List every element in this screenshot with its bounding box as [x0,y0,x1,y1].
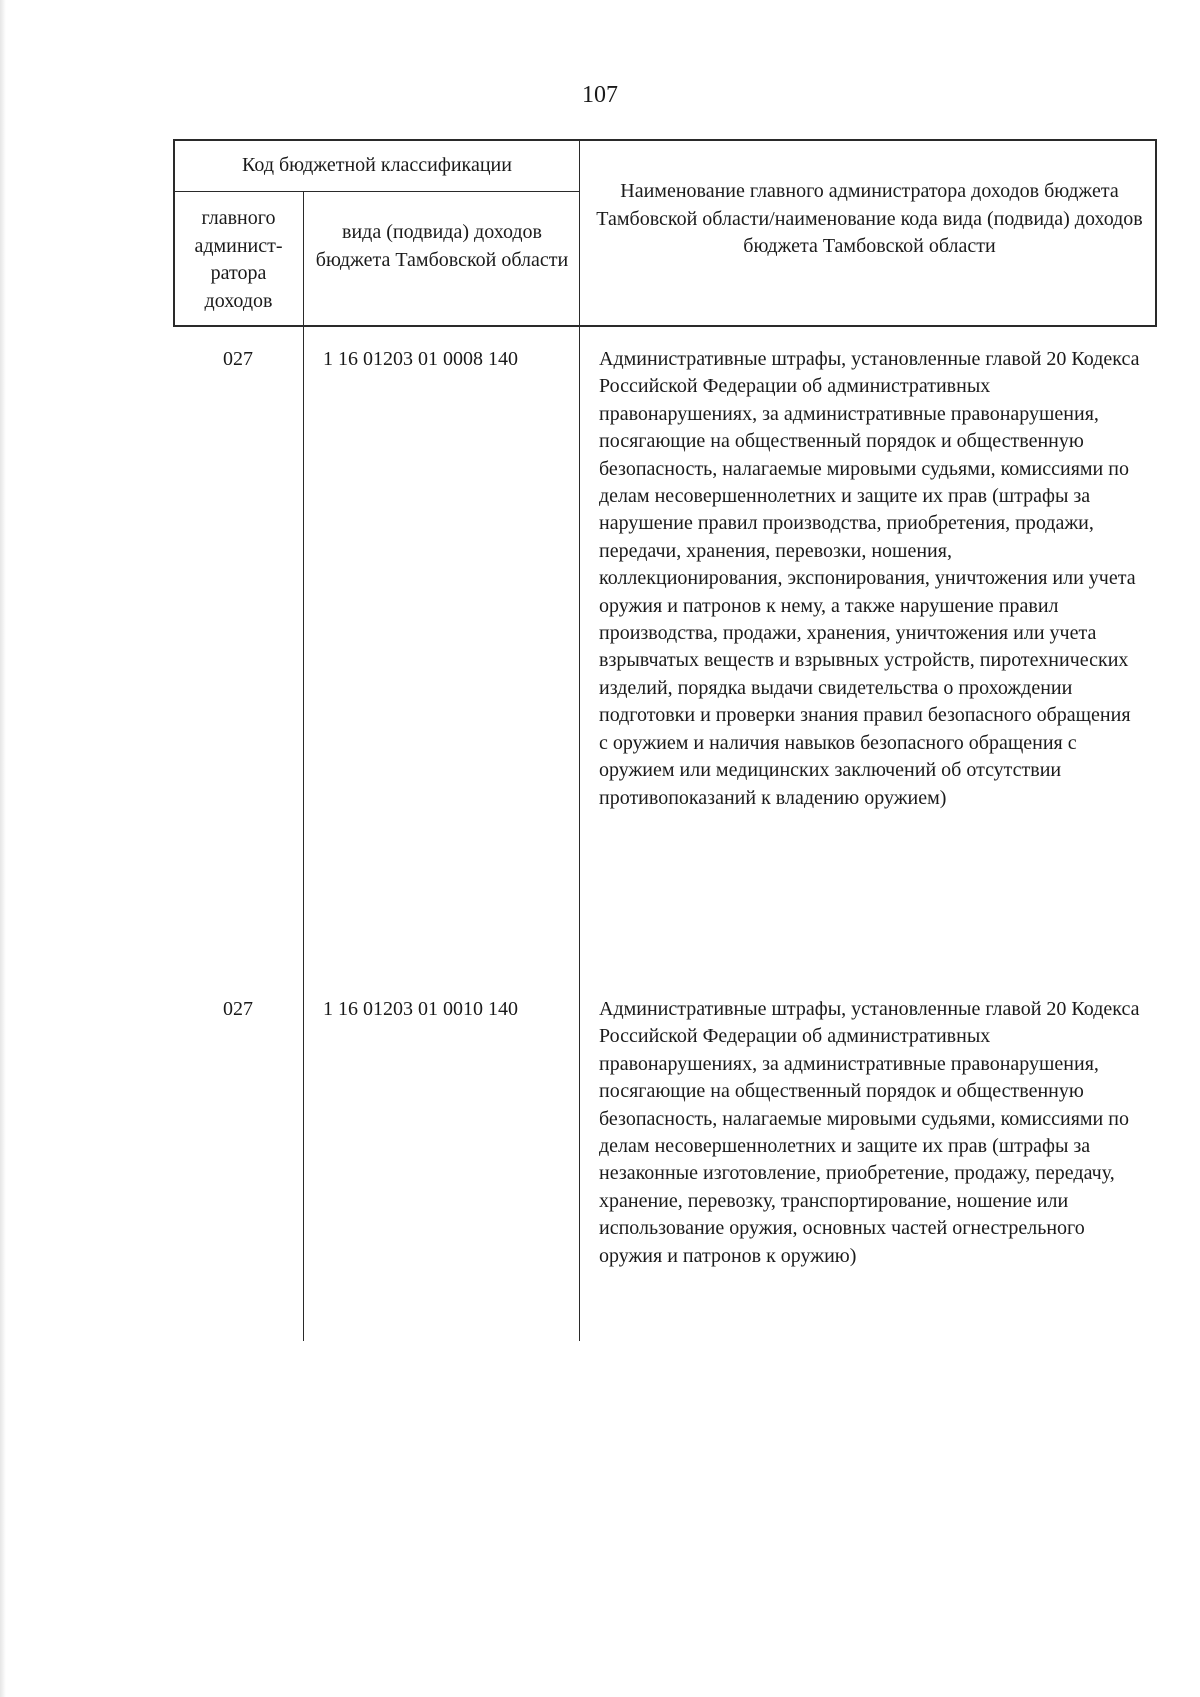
table-top-border [173,139,1157,141]
table-right-border [1155,139,1157,326]
column-divider-1 [303,191,304,1341]
header-col-name: Наименование главного администратора доходов бюджета Тамбовской области/наименование кода вида (подвида) доходов бюджета Тамбовской области [596,180,1143,257]
header-bottom-border [173,325,1157,327]
table-row-1-name: Административные штрафы, установленные главой 20 Кодекса Российской Федерации об административных правонарушениях, за административные правонарушения, посягающие на общественный порядок и общественную безопасность, налагаемые мировыми судьями, комиссиями по делам несовершеннолетних и защите их прав (штрафы за нарушение правил производства, приобретения, продажи, передачи, хранения, перевозки, ношения, коллекционирования, экспонирования, уничтожения или учета оружия и патронов к нему, а также нарушение правил производства, продажи, хранения, уничтожения или учета взрывчатых веществ и взрывных устройств, пиротехнических изделий, порядка выдачи свидетельства о прохождении подготовки и проверки знания правил безопасного обращения с оружием и наличия навыков безопасного обращения с оружием или медицинских заключений об отсутствии противопоказаний к владению оружием) [599,348,1140,809]
page-number: 107 [582,82,618,108]
header-group-separator [173,191,580,192]
table-row-2-admin-code: 027 [223,998,253,1020]
table-row-2-income-code: 1 16 01203 01 0010 140 [323,998,518,1020]
header-col-admin: главного админист-ратора доходов [194,207,283,312]
table-row-2-name: Административные штрафы, установленные главой 20 Кодекса Российской Федерации об административных правонарушениях, за административные правонарушения, посягающие на общественный порядок и общественную безопасность, налагаемые мировыми судьями, комиссиями по делам несовершеннолетних и защите их прав (штрафы за незаконные изготовление, приобретение, продажу, передачу, хранение, перевозку, транспортирование, ношение или использование оружия, основных частей огнестрельного оружия и патронов к оружию) [599,998,1140,1267]
column-divider-2 [579,139,580,1341]
header-group-title: Код бюджетной классификации [242,154,512,176]
table-row-1-admin-code: 027 [223,348,253,370]
table-row-1-income-code: 1 16 01203 01 0008 140 [323,348,518,370]
scan-edge-shadow [0,0,6,1697]
header-col-code: вида (подвида) доходов бюджета Тамбовской области [315,221,569,271]
